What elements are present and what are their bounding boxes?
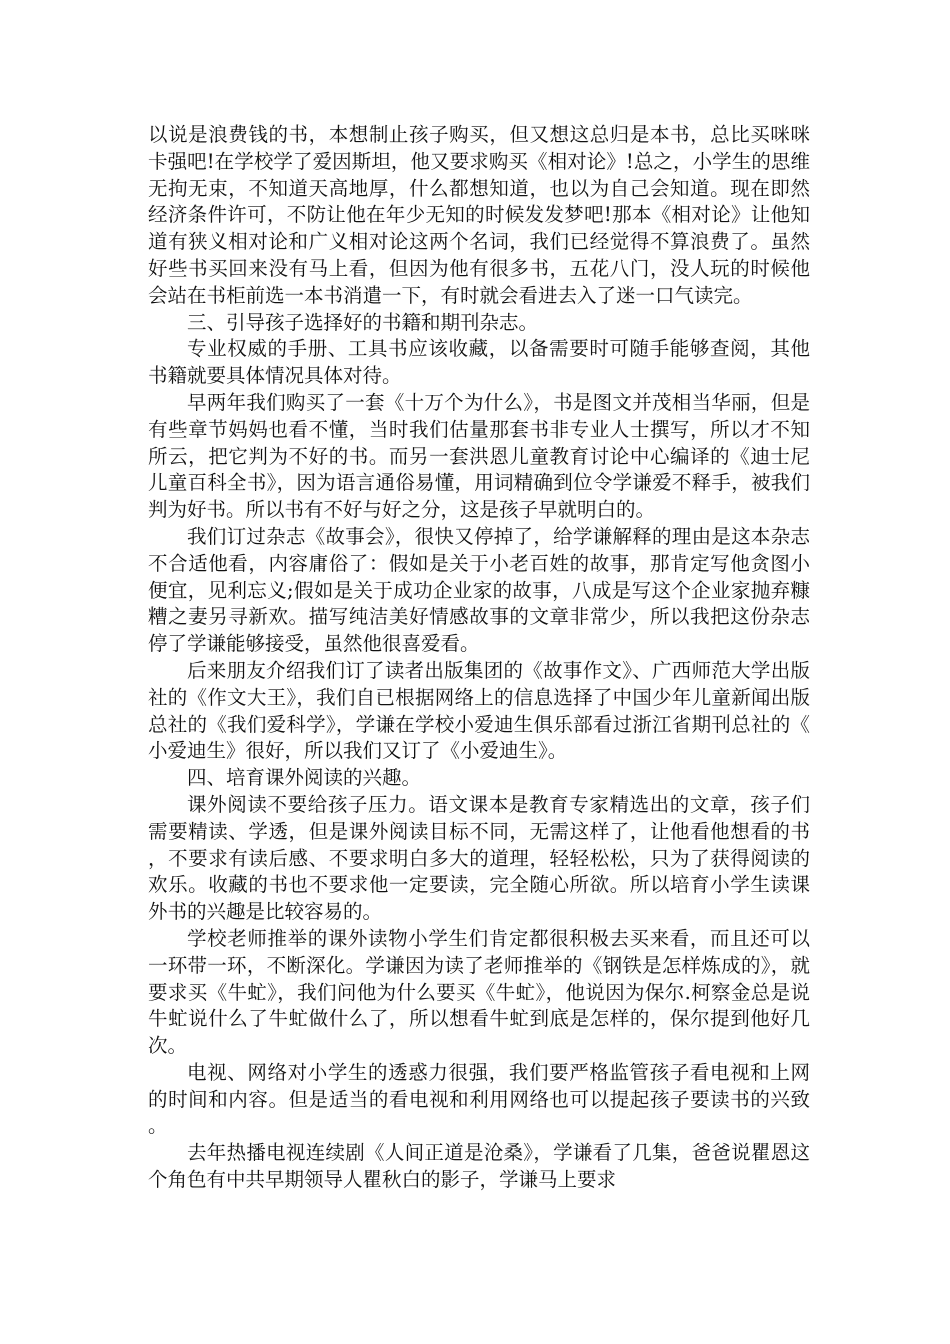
paragraph: 学校老师推举的课外读物小学生们肯定都很积极去买来看，而且还可以一环带一环，不断深化。学谦因为读了老师推举的《钢铁是怎样炼成的》，就要求买《牛虻》，我们问他为什么要买《牛虻》，他说因为保尔.柯察金总是说牛虻说什么了牛虻做什么了，所以想看牛虻到底是怎样的，保尔提到他好几次。: [148, 926, 810, 1058]
paragraph: 三、引导孩子选择好的书籍和期刊杂志。: [187, 310, 539, 334]
paragraph: 去年热播电视连续剧《人间正道是沧桑》，学谦看了几集，爸爸说瞿恩这个角色有中共早期领导人瞿秋白的影子，学谦马上要求: [148, 1141, 810, 1192]
document-body: [148, 122, 810, 1194]
paragraph: 后来朋友介绍我们订了读者出版集团的《故事作文》、广西师范大学出版社的《作文大王》，我们自已根据网络上的信息选择了中国少年儿童新闻出版总社的《我们爱科学》，学谦在学校小爱迪生俱乐部看过浙江省期刊总社的《小爱迪生》很好，所以我们又订了《小爱迪生》。: [148, 658, 810, 763]
paragraph: 专业权威的手册、工具书应该收藏，以备需要时可随手能够查阅，其他书籍就要具体情况具体对待。: [148, 337, 810, 388]
paragraph: 电视、网络对小学生的透惑力很强，我们要严格监管孩子看电视和上网的时间和内容。但是适当的看电视和利用网络也可以提起孩子要读书的兴致。: [148, 1060, 810, 1138]
paragraph: 早两年我们购买了一套《十万个为什么》，书是图文并茂相当华丽，但是有些章节妈妈也看不懂，当时我们估量那套书非专业人士撰写，所以才不知所云，把它判为不好的书。而另一套洪恩儿童教育讨论中心编译的《迪士尼儿童百科全书》，因为语言通俗易懂，用词精确到位令学谦爱不释手，被我们判为好书。所以书有不好与好之分，这是孩子早就明白的。: [148, 390, 810, 522]
paragraph: 课外阅读不要给孩子压力。语文课本是教育专家精选出的文章，孩子们需要精读、学透，但是课外阅读目标不同，无需这样了，让他看他想看的书，不要求有读后感、不要求明白多大的道理，轻轻松松，只为了获得阅读的欢乐。收藏的书也不要求他一定要读，完全随心所欲。所以培育小学生读课外书的兴趣是比较容易的。: [148, 792, 810, 924]
paragraph: 以说是浪费钱的书，本想制止孩子购买，但又想这总归是本书，总比买咪咪卡强吧!在学校学了爱因斯坦，他又要求购买《相对论》!总之，小学生的思维无拘无束，不知道天高地厚，什么都想知道，也以为自己会知道。现在即然经济条件许可，不防让他在年少无知的时候发发梦吧!那本《相对论》让他知道有狭义相对论和广义相对论这两个名词，我们已经觉得不算浪费了。虽然好些书买回来没有马上看，但因为他有很多书，五花八门，没人玩的时候他会站在书柜前选一本书消遣一下，有时就会看进去入了迷一口气读完。: [148, 123, 810, 307]
paragraph: 四、培育课外阅读的兴趣。: [187, 766, 422, 790]
paragraph: 我们订过杂志《故事会》，很快又停掉了，给学谦解释的理由是这本杂志不合适他看，内容庸俗了：假如是关于小老百姓的故事，那肯定写他贪图小便宜，见利忘义;假如是关于成功企业家的故事，八成是写这个企业家抛弃糠糟之妻另寻新欢。描写纯洁美好情感故事的文章非常少，所以我把这份杂志停了学谦能够接受，虽然他很喜爱看。: [148, 524, 810, 656]
